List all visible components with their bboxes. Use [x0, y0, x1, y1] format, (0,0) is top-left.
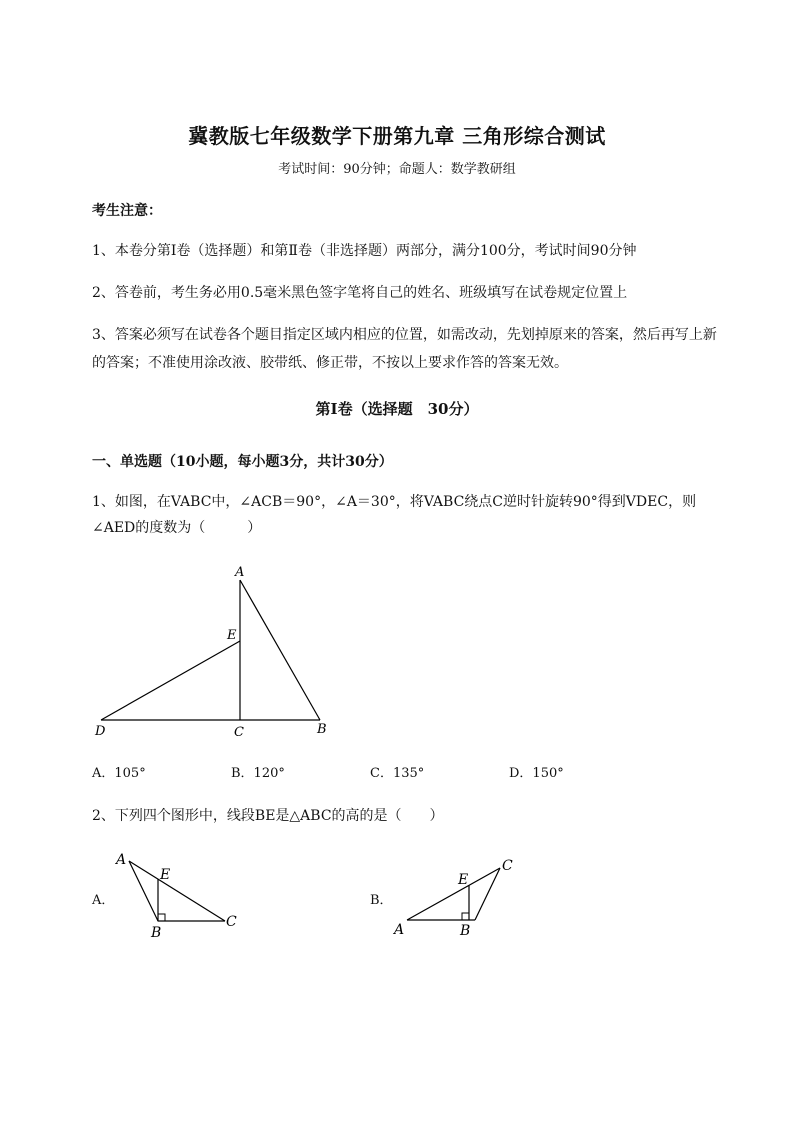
- notice-item: 2、答卷前，考生务必用0.5毫米黑色签字笔将自己的姓名、班级填写在试卷规定位置上: [92, 285, 628, 301]
- label-B: B: [151, 925, 162, 941]
- segment-BC: [475, 868, 500, 920]
- question-2-figure-a: [110, 845, 260, 945]
- label-C: C: [502, 858, 513, 874]
- label-B: B: [317, 722, 327, 737]
- segment-DE: [101, 641, 240, 720]
- label-C: C: [234, 725, 244, 740]
- label-C: C: [226, 914, 237, 930]
- notice-item: 3、答案必须写在试卷各个题目指定区域内相应的位置，如需改动，先划掉原来的答案，然后再写上新的答案；不准使用涂改液、胶带纸、修正带，不按以上要求作答的答案无效。: [92, 327, 717, 371]
- exam-info: 考试时间：90分钟；命题人：数学教研组: [278, 162, 516, 177]
- label-D: D: [95, 724, 106, 739]
- question-2-text: 2、下列四个图形中，线段BE是△ABC的高的是（ ）: [92, 808, 444, 824]
- section-title: 第I卷（选择题 30分）: [315, 400, 479, 418]
- part-title: 一、单选题（10小题，每小题3分，共计30分）: [92, 454, 393, 470]
- right-angle-mark: [158, 914, 165, 921]
- right-angle-mark: [462, 913, 469, 920]
- label-E: E: [458, 872, 469, 888]
- question-1-figure: [85, 560, 345, 745]
- figure-a-label: A．: [92, 893, 115, 908]
- option-b: B．120°: [231, 766, 285, 781]
- figure-b-label: B．: [370, 893, 393, 908]
- label-A: A: [116, 852, 127, 868]
- option-a: A．105°: [92, 766, 146, 781]
- notice-heading: 考生注意：: [92, 203, 162, 219]
- option-d: D．150°: [509, 766, 564, 781]
- segment-AB: [240, 580, 320, 720]
- label-E: E: [227, 628, 237, 643]
- question-1-text: 1、如图，在VABC中，∠ACB＝90°，∠A＝30°，将VABC绕点C逆时针旋转90°得到VDEC，则∠AED的度数为（ ）: [92, 494, 697, 536]
- label-B: B: [460, 923, 471, 939]
- label-A: A: [235, 565, 245, 580]
- page-title: 冀教版七年级数学下册第九章 三角形综合测试: [188, 124, 606, 148]
- segment-AC: [407, 868, 500, 920]
- label-A: A: [394, 922, 405, 938]
- notice-item: 1、本卷分第I卷（选择题）和第Ⅱ卷（非选择题）两部分，满分100分，考试时间90分钟: [92, 243, 637, 259]
- question-2-figure-b: [385, 850, 535, 945]
- option-c: C．135°: [370, 766, 425, 781]
- label-E: E: [160, 867, 171, 883]
